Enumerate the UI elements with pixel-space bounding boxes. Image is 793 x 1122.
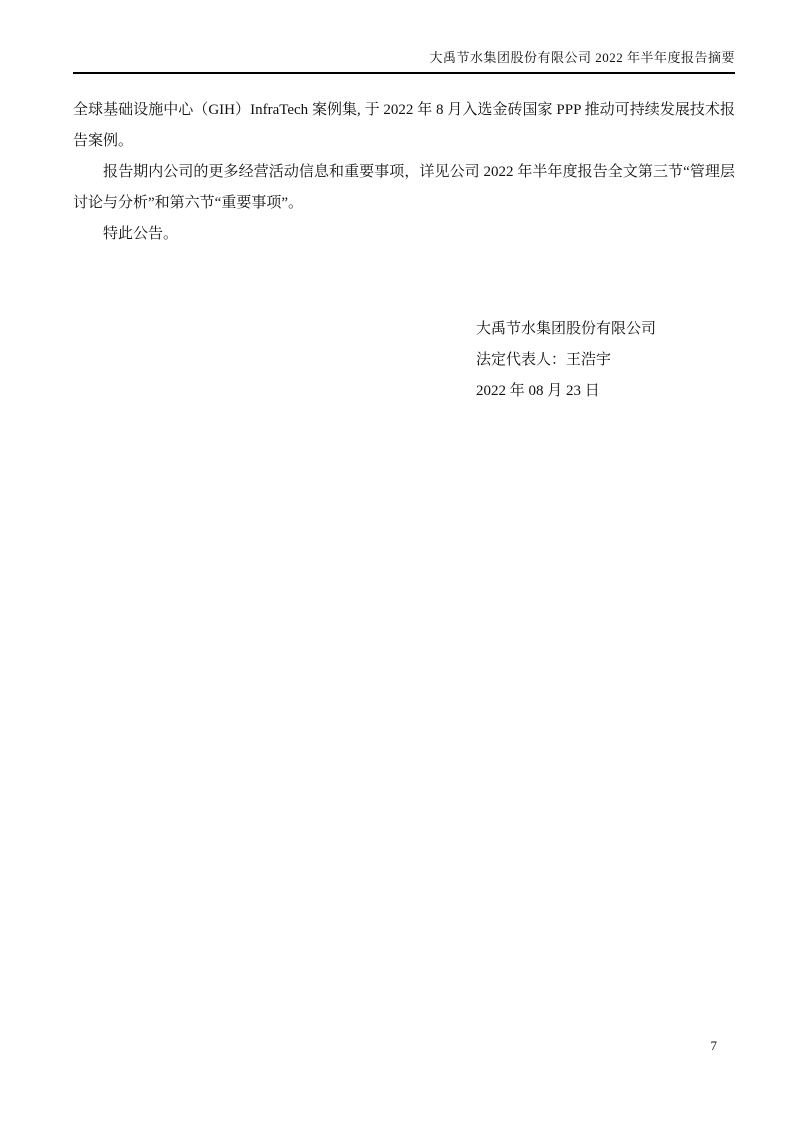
signature-block [476,314,656,407]
signature-date: 2022 年 08 月 23 日 [476,383,600,399]
document-body [73,95,735,250]
paragraph-continuation: 全球基础设施中心（GIH）InfraTech 案例集, 于 2022 年 8 月入选金砖国家 PPP 推动可持续发展技术报告案例。 [73,102,735,149]
paragraph-announcement: 特此公告。 [103,226,179,242]
signature-representative: 法定代表人：王浩宇 [476,352,612,368]
signature-company: 大禹节水集团股份有限公司 [476,321,657,337]
page-header-title: 大禹节水集团股份有限公司 2022 年半年度报告摘要 [73,0,735,74]
paragraph-report-reference: 报告期内公司的更多经营活动信息和重要事项，详见公司 2022 年半年度报告全文第三节“管理层讨论与分析”和第六节“重要事项”。 [73,164,735,211]
page-number: 7 [710,1038,717,1053]
